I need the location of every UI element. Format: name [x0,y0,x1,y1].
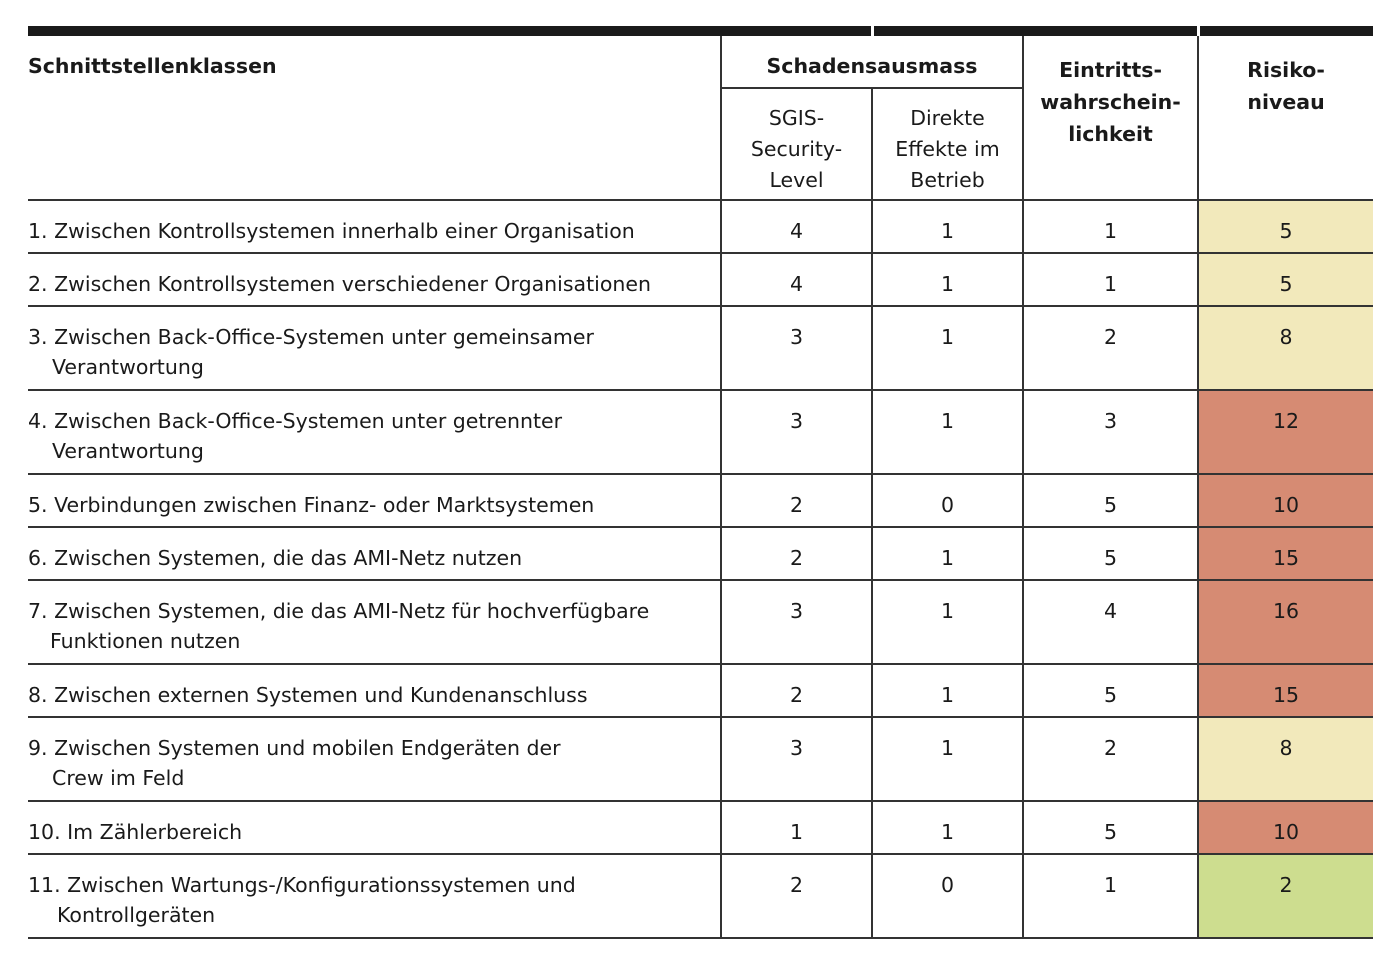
cell-eintrittswahrscheinlichkeit: 5 [1023,527,1198,580]
cell-sgis-level: 3 [721,717,872,801]
table-body [28,200,1373,938]
cell-risikoniveau: 5 [1198,200,1373,253]
cell-risikoniveau: 15 [1198,527,1373,580]
table-top-rule [28,26,1373,36]
cell-risikoniveau: 8 [1198,306,1373,390]
table-row [28,717,1373,801]
cell-direkte-effekte: 1 [872,801,1023,854]
cell-risikoniveau: 15 [1198,664,1373,717]
cell-risikoniveau: 8 [1198,717,1373,801]
table-row [28,527,1373,580]
cell-sgis-level: 2 [721,854,872,938]
cell-eintrittswahrscheinlichkeit: 2 [1023,717,1198,801]
table-row [28,306,1373,390]
cell-sgis-level: 4 [721,253,872,306]
table-row [28,253,1373,306]
table-row [28,580,1373,664]
cell-direkte-effekte: 1 [872,664,1023,717]
table-row [28,801,1373,854]
header-direkte-effekte: Direkte Effekte im Betrieb [872,88,1023,200]
table-row [28,390,1373,474]
cell-sgis-level: 2 [721,474,872,527]
row-label: 10. Im Zählerbereich [28,801,721,854]
cell-sgis-level: 3 [721,580,872,664]
cell-eintrittswahrscheinlichkeit: 5 [1023,474,1198,527]
table-row [28,200,1373,253]
cell-direkte-effekte: 1 [872,306,1023,390]
table-row [28,854,1373,938]
row-label: 2. Zwischen Kontrollsystemen verschiedener Organisationen [28,253,721,306]
row-label: 9. Zwischen Systemen und mobilen Endgeräten der Crew im Feld [28,717,721,801]
risk-table [28,36,1373,939]
cell-direkte-effekte: 1 [872,580,1023,664]
cell-sgis-level: 3 [721,306,872,390]
header-eintrittswahrscheinlichkeit: Eintritts- wahrschein- lichkeit [1023,36,1198,200]
cell-direkte-effekte: 0 [872,854,1023,938]
cell-direkte-effekte: 1 [872,253,1023,306]
row-label: 3. Zwischen Back-Office-Systemen unter gemeinsamer Verantwortung [28,306,721,390]
row-label: 11. Zwischen Wartungs-/Konfigurationssystemen und Kontrollgeräten [28,854,721,938]
cell-risikoniveau: 10 [1198,801,1373,854]
cell-sgis-level: 2 [721,527,872,580]
header-schadensausmass: Schadensausmass [721,36,1023,88]
cell-eintrittswahrscheinlichkeit: 3 [1023,390,1198,474]
table-row [28,474,1373,527]
cell-eintrittswahrscheinlichkeit: 1 [1023,253,1198,306]
cell-direkte-effekte: 1 [872,717,1023,801]
cell-direkte-effekte: 1 [872,527,1023,580]
header-schnittstellenklassen: Schnittstellenklassen [28,36,721,200]
cell-eintrittswahrscheinlichkeit: 1 [1023,200,1198,253]
cell-sgis-level: 3 [721,390,872,474]
row-label: 1. Zwischen Kontrollsystemen innerhalb einer Organisation [28,200,721,253]
row-label: 5. Verbindungen zwischen Finanz- oder Marktsystemen [28,474,721,527]
cell-risikoniveau: 16 [1198,580,1373,664]
cell-risikoniveau: 5 [1198,253,1373,306]
table-row [28,664,1373,717]
cell-sgis-level: 4 [721,200,872,253]
cell-direkte-effekte: 0 [872,474,1023,527]
row-label: 6. Zwischen Systemen, die das AMI-Netz nutzen [28,527,721,580]
cell-risikoniveau: 10 [1198,474,1373,527]
cell-risikoniveau: 2 [1198,854,1373,938]
cell-eintrittswahrscheinlichkeit: 2 [1023,306,1198,390]
cell-eintrittswahrscheinlichkeit: 1 [1023,854,1198,938]
cell-eintrittswahrscheinlichkeit: 5 [1023,664,1198,717]
cell-direkte-effekte: 1 [872,390,1023,474]
cell-sgis-level: 1 [721,801,872,854]
row-label: 4. Zwischen Back-Office-Systemen unter getrennter Verantwortung [28,390,721,474]
cell-risikoniveau: 12 [1198,390,1373,474]
cell-eintrittswahrscheinlichkeit: 4 [1023,580,1198,664]
cell-sgis-level: 2 [721,664,872,717]
header-risikoniveau: Risiko- niveau [1198,36,1373,200]
row-label: 8. Zwischen externen Systemen und Kundenanschluss [28,664,721,717]
cell-direkte-effekte: 1 [872,200,1023,253]
cell-eintrittswahrscheinlichkeit: 5 [1023,801,1198,854]
row-label: 7. Zwischen Systemen, die das AMI-Netz für hochverfügbare Funktionen nutzen [28,580,721,664]
header-sgis-security-level: SGIS- Security- Level [721,88,872,200]
